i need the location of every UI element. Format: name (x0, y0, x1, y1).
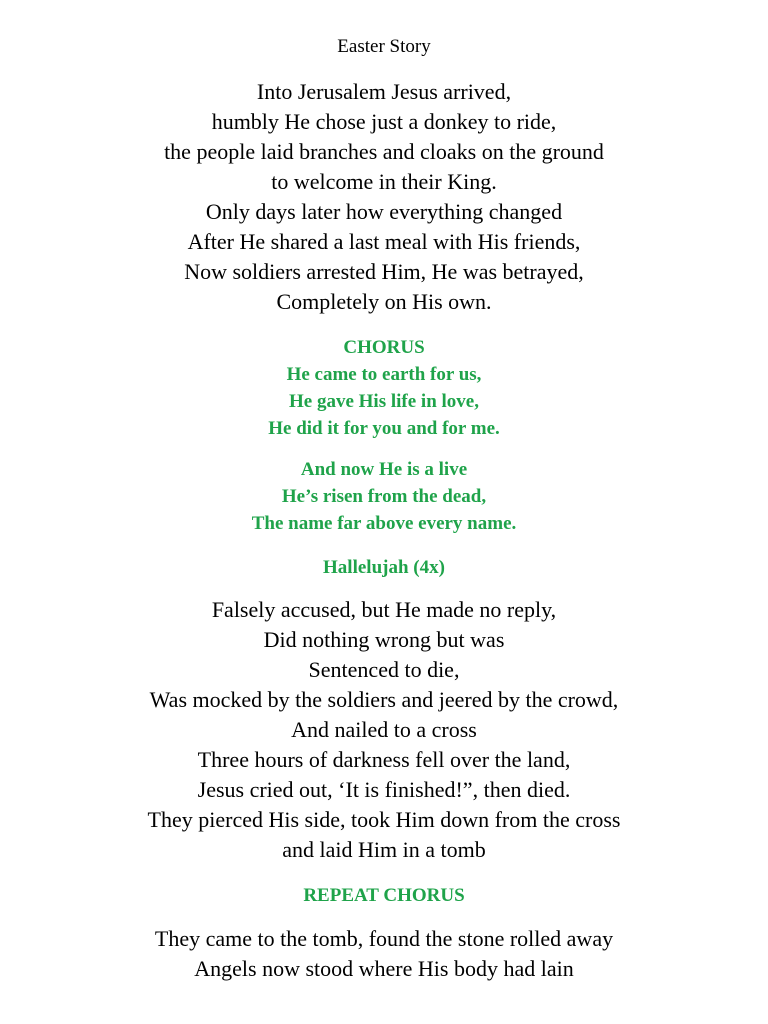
chorus-line: He came to earth for us, (286, 364, 482, 385)
verse-line: humbly He chose just a donkey to ride, (211, 109, 557, 134)
verse-line: Was mocked by the soldiers and jeered by the crowd, (149, 687, 619, 712)
verse-2 (0, 595, 768, 865)
verse-line: Jesus cried out, ‘It is finished!”, then died. (197, 777, 571, 802)
verse-line: They pierced His side, took Him down from the cross (147, 807, 621, 832)
chorus-line: He gave His life in love, (289, 391, 479, 412)
chorus-heading-text: CHORUS (343, 337, 425, 358)
verse-line: Angels now stood where His body had lain (194, 956, 574, 981)
verse-line: Falsely accused, but He made no reply, (211, 597, 557, 622)
chorus-part-2 (0, 456, 768, 537)
chorus-line: And now He is a live (300, 459, 468, 480)
chorus-heading (0, 334, 768, 361)
verse-line: Sentenced to die, (308, 657, 460, 682)
repeat-chorus-text: REPEAT CHORUS (303, 885, 465, 906)
chorus-line: He did it for you and for me. (268, 418, 500, 439)
page-title: Easter Story (337, 36, 431, 57)
verse-1 (0, 77, 768, 317)
hallelujah-text: Hallelujah (4x) (323, 557, 445, 578)
verse-line: Completely on His own. (276, 289, 492, 314)
verse-line: Only days later how everything changed (205, 199, 563, 224)
hallelujah-line (0, 554, 768, 581)
verse-line: to welcome in their King. (271, 169, 497, 194)
verse-line: They came to the tomb, found the stone rolled away (154, 926, 614, 951)
verse-line: Into Jerusalem Jesus arrived, (256, 79, 512, 104)
verse-line: Did nothing wrong but was (263, 627, 505, 652)
chorus-line: He’s risen from the dead, (281, 486, 487, 507)
verse-3 (0, 924, 768, 984)
chorus-part-1 (0, 361, 768, 442)
verse-line: and laid Him in a tomb (282, 837, 486, 862)
verse-line: After He shared a last meal with His friends, (187, 229, 581, 254)
verse-line: And nailed to a cross (291, 717, 477, 742)
verse-line: Now soldiers arrested Him, He was betrayed, (184, 259, 584, 284)
verse-line: Three hours of darkness fell over the land, (197, 747, 571, 772)
chorus-line: The name far above every name. (251, 513, 517, 534)
repeat-chorus-heading (0, 882, 768, 909)
verse-line: the people laid branches and cloaks on the ground (164, 139, 604, 164)
